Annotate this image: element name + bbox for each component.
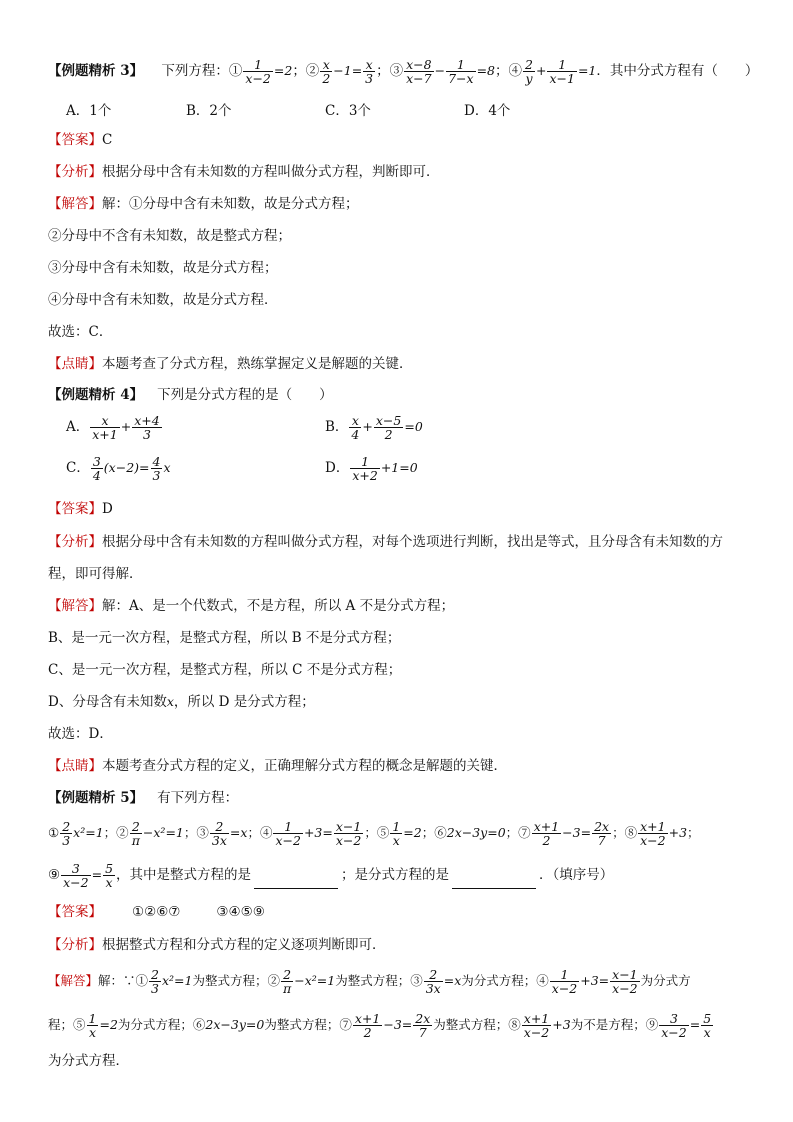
ex3-solution-1: 【解答】解：①分母中含有未知数，故是分式方程； — [48, 196, 359, 212]
ex5-equations-1: ① $\frac{2}{3}$ x²=1；② $\frac{2}{\pi}$ −x²=1；③ $\frac{2}{3x}$ =x；④ $\frac{1}{x-2}$ +3= $\frac{x-1}{x-2}$ ；⑤ $\frac{1}{x}$ =2；⑥2x−3y=0；⑦ $\frac{x+1}{2}$ −3= $\frac{2x}{7}$ ；⑧ $\frac{x+1}{x-2}$ +3； — [48, 819, 700, 848]
ex5-answer: 【答案】 ①②⑥⑦ ③④⑤⑨ — [48, 904, 265, 920]
ex4-answer: 【答案】D — [48, 501, 113, 517]
ex4-solution-3: C、是一元一次方程，是整式方程，所以 C 不是分式方程； — [48, 662, 402, 678]
ex4-analysis-2: 程，即可得解． — [48, 566, 143, 582]
ex3-choose: 故选：C． — [48, 324, 113, 340]
ex4-solution-1: 【解答】解：A、是一个代数式，不是方程，所以 A 不是分式方程； — [48, 598, 455, 614]
ex5-solution-1: 【解答】解：∵① $\frac{2}{3}$ x²=1为整式方程；② $\frac{2}{\pi}$ −x²=1为整式方程；③ $\frac{2}{3x}$ =x为分式方程；④ $\frac{1}{x-2}$ +3= $\frac{x-1}{x-2}$ 为分式方 — [48, 967, 691, 996]
ex4-question: 【例题精析 4】 下列是分式方程的是（ ） — [48, 387, 333, 403]
ex4-option-a: A． $\frac{x}{x+1}$ + $\frac{x+4}{3}$ — [66, 413, 160, 442]
ex3-solution-2: ②分母中不含有未知数，故是整式方程； — [48, 228, 291, 244]
ex5-solution-2: 程；⑤ $\frac{1}{x}$ =2为分式方程；⑥2x−3y=0为整式方程；⑦ $\frac{x+1}{2}$ −3= $\frac{2x}{7}$ 为整式方程；⑧ $\frac{x+1}{x-2}$ +3为不是方程；⑨ $\frac{3}{x-2}$ = $\frac{5}{x}$ — [48, 1011, 712, 1040]
ex5-blank-1 — [254, 874, 338, 889]
ex3-option-b: B．2个 — [186, 103, 232, 119]
ex3-answer: 【答案】C — [48, 132, 113, 148]
ex3-solution-3: ③分母中含有未知数，故是分式方程； — [48, 260, 278, 276]
ex5-analysis: 【分析】根据整式方程和分式方程的定义逐项判断即可． — [48, 937, 386, 953]
ex3-analysis: 【分析】根据分母中含有未知数的方程叫做分式方程，判断即可． — [48, 164, 440, 180]
ex3-option-d: D．4个 — [464, 103, 511, 119]
ex5-question: 【例题精析 5】 有下列方程： — [48, 790, 239, 806]
ex3-tag: 【例题精析 3】 — [48, 63, 144, 79]
ex4-solution-2: B、是一元一次方程，是整式方程，所以 B 不是分式方程； — [48, 630, 401, 646]
ex4-comment: 【点睛】本题考查分式方程的定义，正确理解分式方程的概念是解题的关键． — [48, 758, 507, 774]
ex3-solution-4: ④分母中含有未知数，故是分式方程． — [48, 292, 278, 308]
ex4-option-c: C． $\frac{3}{4}$ (x−2)= $\frac{4}{3}$ x — [66, 454, 171, 483]
ex4-option-d: D． $\frac{1}{x+2}$ +1=0 — [325, 454, 418, 483]
ex4-solution-4: D、分母含有未知数x，所以 D 是分式方程； — [48, 694, 315, 710]
ex3-question: 【例题精析 3】 下列方程：① $\frac{1}{x-2}$ =2；② $\frac{x}{2}$ −1= $\frac{x}{3}$ ；③ $\frac{x-8}{x-7}$ − $\frac{1}{7-x}$ =8；④ $\frac{2}{y}$ + $\frac{1}{x-1}$ =1．其中分式方程有（ ） — [48, 57, 759, 86]
ex4-option-b: B． $\frac{x}{4}$ + $\frac{x-5}{2}$ =0 — [325, 413, 423, 442]
ex5-solution-3: 为分式方程． — [48, 1053, 129, 1069]
ex3-option-a: A．1个 — [66, 103, 112, 119]
ex5-equations-2: ⑨ $\frac{3}{x-2}$ = $\frac{5}{x}$ ，其中是整式方程的是 ；是分式方程的是 ．（填序号） — [48, 861, 614, 890]
ex5-blank-2 — [452, 874, 536, 889]
ex4-choose: 故选：D． — [48, 726, 113, 742]
ex4-analysis-1: 【分析】根据分母中含有未知数的方程叫做分式方程，对每个选项进行判断，找出是等式，且分母含有未知数的方 — [48, 534, 723, 550]
ex3-option-c: C．3个 — [325, 103, 371, 119]
ex3-comment: 【点睛】本题考查了分式方程，熟练掌握定义是解题的关键． — [48, 356, 413, 372]
ex3-stem: 下列方程：① — [161, 63, 243, 79]
